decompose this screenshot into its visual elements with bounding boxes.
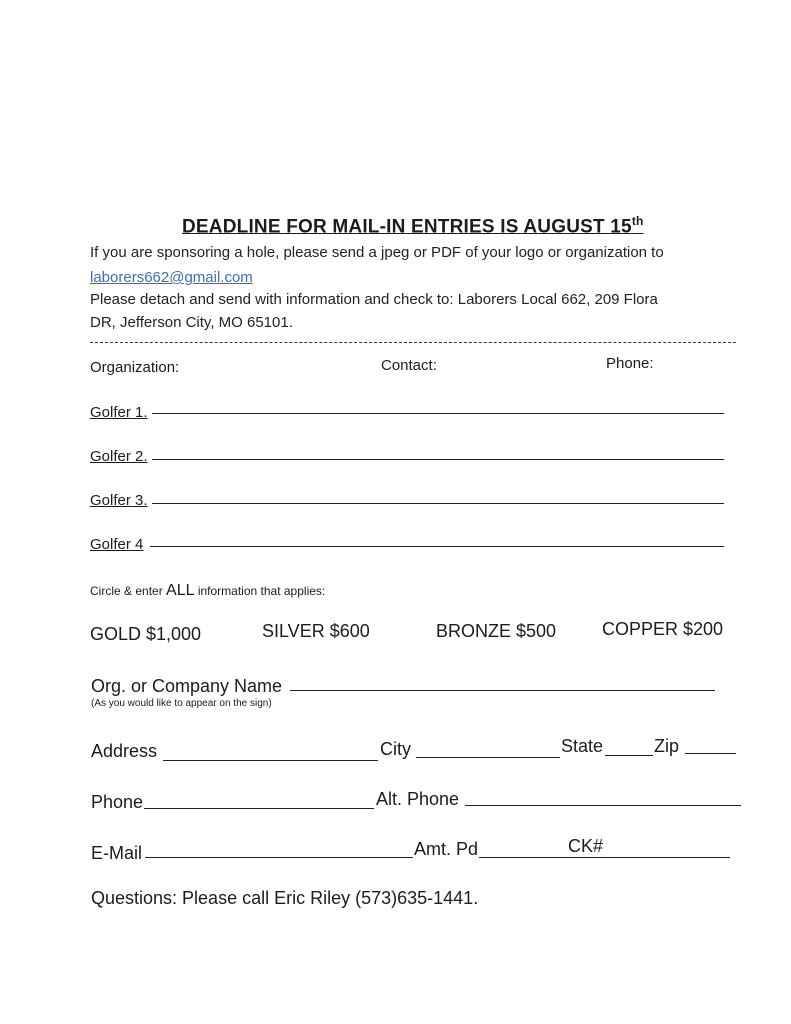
level-gold[interactable]: GOLD $1,000	[90, 624, 202, 644]
golfer-2-line[interactable]	[152, 459, 724, 460]
detach-line	[90, 342, 736, 343]
email-link[interactable]: laborers662@gmail.com	[90, 269, 253, 286]
check-number-label: CK#	[568, 836, 604, 856]
city-line[interactable]	[416, 757, 560, 758]
circle-instruction-emphasis: ALL	[166, 582, 195, 599]
instructions-line-4: DR, Jefferson City, MO 65101.	[90, 314, 293, 331]
level-bronze[interactable]: BRONZE $500	[436, 621, 557, 641]
company-name-label: Org. or Company Name	[91, 676, 283, 696]
golfer-1-label: Golfer 1.	[90, 404, 148, 421]
level-copper[interactable]: COPPER $200	[602, 619, 724, 639]
email-field-label: E-Mail	[91, 843, 143, 863]
instructions-line-1: If you are sponsoring a hole, please send a jpeg or PDF of your logo or organization to	[90, 244, 664, 261]
contact-label: Contact:	[381, 357, 437, 374]
title-text: DEADLINE FOR MAIL-IN ENTRIES IS AUGUST 15	[182, 216, 632, 238]
questions-footer: Questions: Please call Eric Riley (573)635-1441.	[91, 888, 479, 908]
phone-field-label: Phone	[91, 792, 144, 812]
level-silver[interactable]: SILVER $600	[262, 621, 370, 641]
amt-paid-label: Amt. Pd	[414, 839, 479, 859]
circle-instruction	[90, 582, 325, 600]
alt-phone-label: Alt. Phone	[376, 789, 460, 809]
page-title	[182, 214, 644, 238]
zip-label: Zip	[654, 736, 680, 756]
company-name-line[interactable]	[290, 690, 715, 691]
phone-line[interactable]	[144, 808, 374, 809]
golfer-3-line[interactable]	[152, 503, 724, 504]
golfer-4-line[interactable]	[150, 546, 724, 547]
golfer-2-label: Golfer 2.	[90, 448, 148, 465]
golfer-3-label: Golfer 3.	[90, 492, 148, 509]
company-name-note: (As you would like to appear on the sign)	[91, 698, 272, 709]
state-line[interactable]	[605, 755, 653, 756]
zip-line[interactable]	[685, 753, 736, 754]
phone-label: Phone:	[606, 355, 654, 372]
address-label: Address	[91, 741, 158, 761]
instructions-line-3: Please detach and send with information and check to: Laborers Local 662, 209 Flora	[90, 291, 658, 308]
state-label: State	[561, 736, 604, 756]
golfer-1-line[interactable]	[152, 413, 724, 414]
title-superscript: th	[631, 214, 644, 228]
address-line[interactable]	[163, 760, 378, 761]
organization-label: Organization:	[90, 359, 180, 376]
circle-instruction-after: information that applies:	[194, 584, 326, 598]
circle-instruction-before: Circle & enter	[90, 584, 167, 598]
city-label: City	[380, 739, 411, 759]
alt-phone-line[interactable]	[465, 805, 741, 806]
golfer-4-label: Golfer 4	[90, 536, 144, 553]
